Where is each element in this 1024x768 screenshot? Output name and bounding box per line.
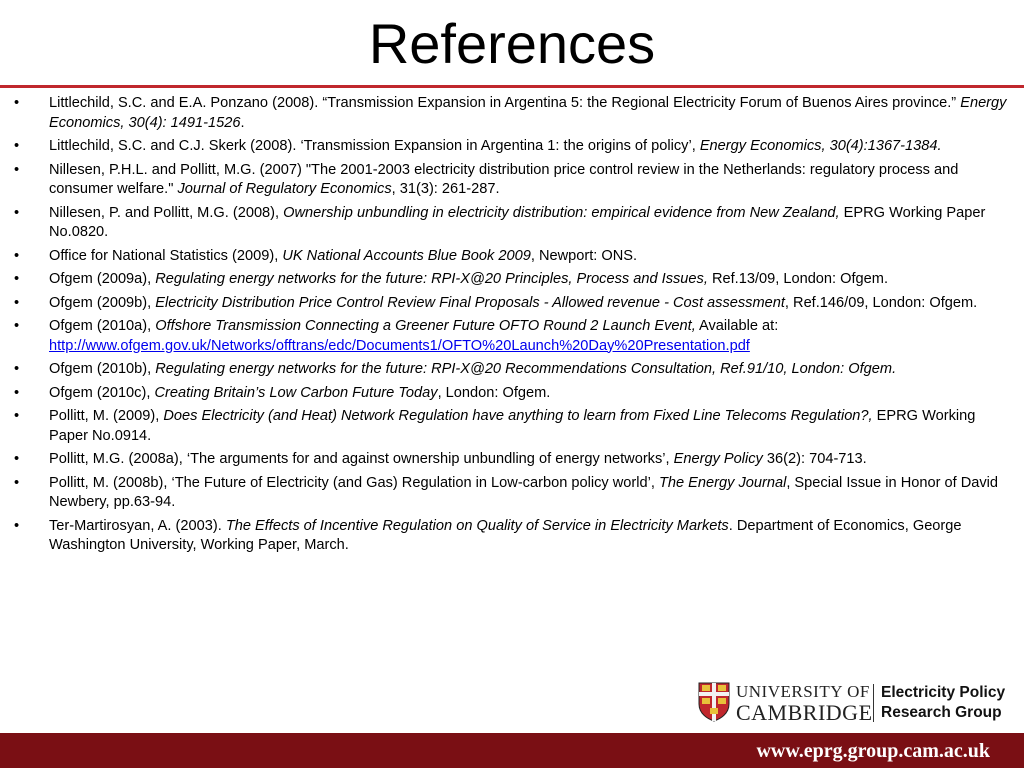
title-divider [0, 85, 1024, 88]
reference-item: • Nillesen, P.H.L. and Pollitt, M.G. (2007) "The 2001-2003 electricity distribution price control review in the Netherlands: regulatory process and consumer welfare." Journal of Regulatory Economics, 31(3): 261-287. [14, 161, 959, 197]
bullet-icon: • [14, 451, 20, 467]
bullet-icon: • [14, 161, 20, 178]
cambridge-eprg-logo [698, 680, 1008, 726]
reference-item: • Ofgem (2010b), Regulating energy networks for the future: RPI-X@20 Recommendations Consultation, Ref.91/10, London: Ofgem. [14, 360, 1014, 380]
footer-website: www.eprg.group.cam.ac.uk [756, 740, 990, 762]
bullet-icon: • [14, 204, 20, 221]
logo-divider [873, 684, 874, 722]
footer-bar [0, 733, 1024, 768]
bullet-icon: • [14, 318, 20, 334]
reference-item: • Ter-Martirosyan, A. (2003). The Effects of Incentive Regulation on Quality of Service in Electricity Markets. Department of Economics, George Washington University, Working Paper, March. [14, 517, 962, 553]
reference-item: • Office for National Statistics (2009), UK National Accounts Blue Book 2009, Newport: ONS. [14, 247, 1014, 267]
reference-item: • Nillesen, P. and Pollitt, M.G. (2008), Ownership unbundling in electricity distribution: empirical evidence from New Zealand, EPRG Working Paper No.0820. [14, 204, 986, 240]
reference-item: • Littlechild, S.C. and C.J. Skerk (2008). ‘Transmission Expansion in Argentina 1: the origins of policy’, Energy Economics, 30(4):1367-1384. [14, 137, 1014, 157]
bullet-icon: • [14, 271, 20, 287]
bullet-icon: • [14, 138, 20, 154]
reference-item: • Pollitt, M.G. (2008a), ‘The arguments for and against ownership unbundling of energy networks’, Energy Policy 36(2): 704-713. [14, 450, 1014, 470]
reference-link[interactable]: http://www.ofgem.gov.uk/Networks/offtrans/edc/Documents1/OFTO%20Launch%20Day%20Presentation.pdf [49, 337, 750, 354]
reference-item: • Pollitt, M. (2008b), ‘The Future of Electricity (and Gas) Regulation in Low-carbon policy world’, The Energy Journal, Special Issue in Honor of David Newbery, pp.63-94. [14, 474, 999, 510]
reference-item: • Ofgem (2010a), Offshore Transmission Connecting a Greener Future OFTO Round 2 Launch Event, Available at: http://www.ofgem.gov.uk/Networks/offtrans/edc/Documents1/OFTO%20Launch%20Day%20Presentation.pdf [14, 318, 779, 354]
bullet-icon: • [14, 408, 20, 424]
bullet-icon: • [14, 517, 20, 534]
bullet-icon: • [14, 95, 20, 111]
university-name: UNIVERSITY OF CAMBRIDGE [736, 682, 873, 725]
slide-title: References [368, 12, 656, 75]
bullet-icon: • [14, 247, 20, 264]
reference-item: • Littlechild, S.C. and E.A. Ponzano (2008). “Transmission Expansion in Argentina 5: the Regional Electricity Forum of Buenos Aires province.” Energy Economics, 30(4): 1491-1526. [14, 95, 1007, 131]
eprg-name: Electricity Policy Research Group [881, 684, 1006, 721]
reference-item: • Ofgem (2010c), Creating Britain’s Low Carbon Future Today, London: Ofgem. [14, 384, 1014, 404]
bullet-icon: • [14, 384, 20, 401]
bullet-icon: • [14, 294, 20, 311]
reference-item: • Ofgem (2009b), Electricity Distribution Price Control Review Final Proposals - Allowed revenue - Cost assessment, Ref.146/09, London: Ofgem. [14, 294, 1014, 314]
reference-item: • Pollitt, M. (2009), Does Electricity (and Heat) Network Regulation have anything to learn from Fixed Line Telecoms Regulation?, EPRG Working Paper No.0914. [14, 408, 976, 444]
cambridge-crest-icon [698, 682, 730, 722]
bullet-icon: • [14, 474, 20, 491]
bullet-icon: • [14, 361, 20, 377]
reference-item: • Ofgem (2009a), Regulating energy networks for the future: RPI-X@20 Principles, Process and Issues, Ref.13/09, London: Ofgem. [14, 270, 1014, 290]
reference-list [14, 94, 1014, 560]
